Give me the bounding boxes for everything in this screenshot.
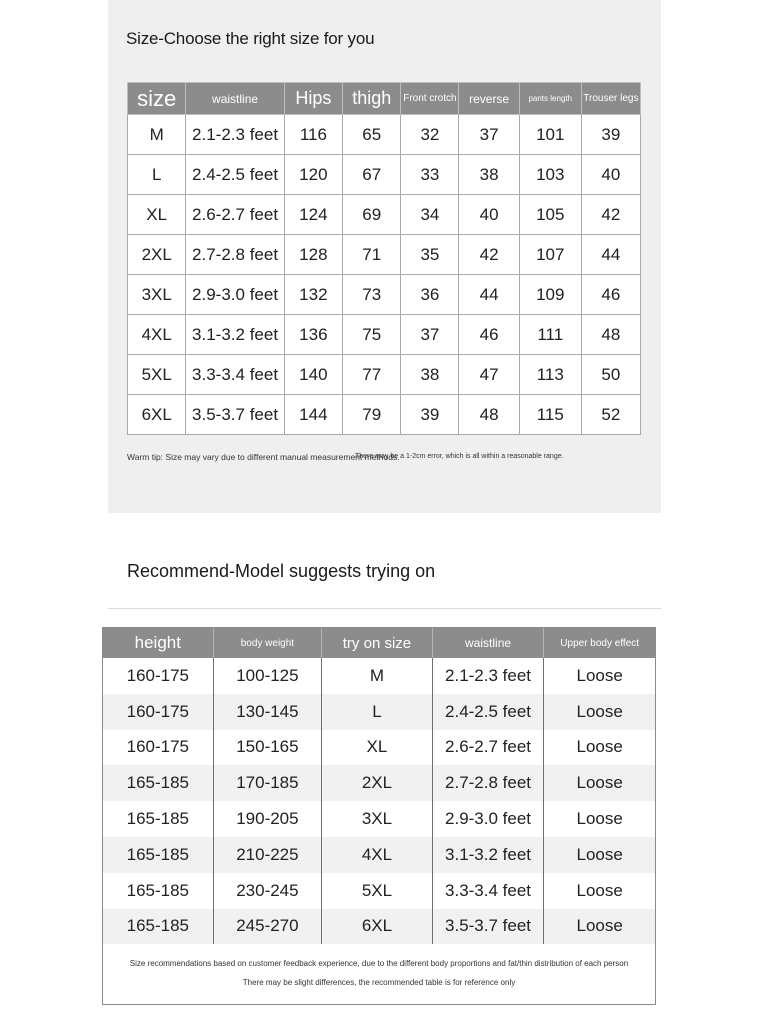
- size-table-cell: 4XL: [128, 315, 186, 355]
- size-table-cell: 71: [343, 235, 401, 275]
- size-table-cell: 115: [519, 395, 581, 435]
- size-table-cell: 47: [459, 355, 519, 395]
- size-table-cell: 2XL: [128, 235, 186, 275]
- size-table-cell: 75: [343, 315, 401, 355]
- header-hips: Hips: [284, 83, 342, 115]
- recommend-table-cell: Loose: [576, 665, 623, 685]
- size-table-cell: 3.5-3.7 feet: [186, 395, 284, 435]
- recommend-table-cell: 3.1-3.2 feet: [432, 837, 544, 873]
- size-table-cell: 5XL: [128, 355, 186, 395]
- size-table-cell: 136: [284, 315, 342, 355]
- size-table-cell: 140: [284, 355, 342, 395]
- size-table-cell: 2.6-2.7 feet: [186, 195, 284, 235]
- size-table-cell: 2.7-2.8 feet: [186, 235, 284, 275]
- size-table-cell: 144: [284, 395, 342, 435]
- size-table-cell: 103: [519, 155, 581, 195]
- recommend-table-cell: Loose: [544, 837, 655, 873]
- size-table-cell: 2.1-2.3 feet: [186, 115, 284, 155]
- recommend-table-cell: 100-125: [213, 658, 322, 694]
- recommend-panel: [102, 627, 656, 1005]
- header-waistline: waistline: [186, 83, 284, 115]
- recommend-table-row: [103, 658, 655, 694]
- recommend-table-cell: 3.5-3.7 feet: [432, 909, 544, 945]
- recommend-title: Recommend-Model suggests trying on: [127, 561, 436, 581]
- recommend-table-cell: 245-270: [213, 909, 322, 945]
- size-table-cell: 35: [401, 235, 459, 275]
- recommend-table-cell: 165-185: [103, 801, 213, 837]
- size-table-cell: 44: [581, 235, 640, 275]
- recommend-table-row: [103, 873, 655, 909]
- recommend-table-cell: 2.9-3.0 feet: [432, 801, 544, 837]
- size-table-row: [128, 155, 641, 195]
- header-body-weight: body weight: [213, 628, 322, 658]
- size-table-cell: 37: [401, 315, 459, 355]
- recommend-table-cell: 2.4-2.5 feet: [432, 694, 544, 730]
- size-table-row: [128, 235, 641, 275]
- recommend-table-row: [103, 765, 655, 801]
- recommend-table-cell: 4XL: [322, 837, 433, 873]
- size-table-header-row: [128, 83, 641, 115]
- recommend-table-cell: 165-185: [103, 765, 213, 801]
- size-table-row: [128, 395, 641, 435]
- size-table-cell: 77: [343, 355, 401, 395]
- recommend-table-cell: 160-175: [103, 658, 213, 694]
- recommend-table-cell: 190-205: [213, 801, 322, 837]
- recommend-table-cell: 2.6-2.7 feet: [432, 730, 544, 766]
- header-size: size: [128, 83, 186, 115]
- recommend-table-cell: 3.3-3.4 feet: [432, 873, 544, 909]
- size-table-cell: 39: [401, 395, 459, 435]
- recommend-table-cell: 160-175: [103, 730, 213, 766]
- size-table-cell: 3XL: [128, 275, 186, 315]
- recommend-table-row: [103, 694, 655, 730]
- recommend-table-row: [103, 837, 655, 873]
- size-table-cell: 46: [459, 315, 519, 355]
- size-table-cell: 113: [519, 355, 581, 395]
- size-table-cell: 48: [459, 395, 519, 435]
- size-chart-title: Size-Choose the right size for you: [126, 29, 375, 48]
- header-reverse: reverse: [459, 83, 519, 115]
- divider: [108, 608, 661, 609]
- recommend-table-cell: Loose: [576, 737, 623, 757]
- recommend-table-cell: 3XL: [322, 801, 433, 837]
- recommend-table-cell: 150-165: [213, 730, 322, 766]
- size-table-cell: 38: [401, 355, 459, 395]
- size-table-cell: 3.3-3.4 feet: [186, 355, 284, 395]
- recommend-table-cell: 170-185: [213, 765, 322, 801]
- recommend-table-cell: Loose: [576, 809, 623, 829]
- size-table-cell: 69: [343, 195, 401, 235]
- header-try-on-size: try on size: [322, 628, 433, 658]
- header-front-crotch: Front crotch: [401, 83, 459, 115]
- size-table-cell: L: [128, 155, 186, 195]
- size-table-cell: 52: [581, 395, 640, 435]
- recommend-table-cell: Loose: [576, 880, 623, 900]
- recommend-disclaimer: There may be slight differences, the recommended table is for reference only: [242, 978, 516, 987]
- size-table-cell: 32: [401, 115, 459, 155]
- recommend-table-cell: Loose: [544, 909, 655, 945]
- recommend-table-cell: 230-245: [213, 873, 322, 909]
- size-table-cell: 128: [284, 235, 342, 275]
- size-table-cell: 105: [519, 195, 581, 235]
- size-table-cell: 50: [581, 355, 640, 395]
- size-table-cell: 116: [284, 115, 342, 155]
- size-table-cell: XL: [128, 195, 186, 235]
- size-table-cell: 6XL: [128, 395, 186, 435]
- size-table-cell: 107: [519, 235, 581, 275]
- size-table-cell: 111: [519, 315, 581, 355]
- size-table-cell: 65: [343, 115, 401, 155]
- warm-tip: Warm tip: Size may vary due to different manual measurement methods.: [127, 452, 400, 462]
- size-table-row: [128, 275, 641, 315]
- recommend-table-cell: Loose: [544, 694, 655, 730]
- recommend-table-cell: 6XL: [322, 909, 433, 945]
- header-thigh: thigh: [343, 83, 401, 115]
- size-table-cell: 39: [581, 115, 640, 155]
- size-table-cell: 132: [284, 275, 342, 315]
- recommend-table-cell: 2.7-2.8 feet: [432, 765, 544, 801]
- header-upper-body-effect: Upper body effect: [544, 628, 655, 658]
- recommend-table-header-row: [103, 628, 655, 658]
- size-table-row: [128, 195, 641, 235]
- size-table-row: [128, 115, 641, 155]
- recommend-table-row: [103, 801, 655, 837]
- header-trouser-legs: Trouser legs: [581, 83, 640, 115]
- recommend-table-cell: XL: [322, 730, 433, 766]
- size-table-cell: 3.1-3.2 feet: [186, 315, 284, 355]
- size-table-cell: 2.4-2.5 feet: [186, 155, 284, 195]
- size-table-row: [128, 355, 641, 395]
- recommend-table-cell: 2.1-2.3 feet: [432, 658, 544, 694]
- size-table-cell: 109: [519, 275, 581, 315]
- size-table-cell: 38: [459, 155, 519, 195]
- size-table-cell: 48: [581, 315, 640, 355]
- recommend-table-cell: L: [322, 694, 433, 730]
- size-table-cell: 46: [581, 275, 640, 315]
- size-table-cell: 34: [401, 195, 459, 235]
- size-chart-table: [127, 82, 641, 435]
- size-table-cell: 2.9-3.0 feet: [186, 275, 284, 315]
- recommend-table-cell: 165-185: [103, 837, 213, 873]
- size-table-cell: 42: [459, 235, 519, 275]
- size-table-cell: 40: [459, 195, 519, 235]
- recommend-table-cell: M: [322, 658, 433, 694]
- warm-tip-error-note: There may be a 1-2cm error, which is all within a reasonable range.: [355, 453, 564, 460]
- header-pants-length: pants length: [519, 83, 581, 115]
- size-table-cell: 33: [401, 155, 459, 195]
- recommend-table-cell: 165-185: [103, 909, 213, 945]
- recommend-table-cell: 5XL: [322, 873, 433, 909]
- size-table-row: [128, 315, 641, 355]
- size-table-cell: 73: [343, 275, 401, 315]
- recommend-table-row: [103, 909, 655, 945]
- size-table-cell: 36: [401, 275, 459, 315]
- recommend-table-cell: 160-175: [103, 694, 213, 730]
- size-table-cell: 79: [343, 395, 401, 435]
- size-table-cell: 40: [581, 155, 640, 195]
- size-table-cell: 42: [581, 195, 640, 235]
- size-table-cell: 37: [459, 115, 519, 155]
- size-table-cell: 67: [343, 155, 401, 195]
- recommend-table-cell: 210-225: [213, 837, 322, 873]
- header-height: height: [103, 628, 213, 658]
- recommend-table-cell: 2XL: [322, 765, 433, 801]
- size-table-cell: 120: [284, 155, 342, 195]
- recommend-table: [103, 628, 655, 944]
- size-table-cell: 124: [284, 195, 342, 235]
- size-table-cell: 101: [519, 115, 581, 155]
- recommend-table-cell: 165-185: [103, 873, 213, 909]
- recommend-table-row: [103, 730, 655, 766]
- recommend-table-cell: 130-145: [213, 694, 322, 730]
- size-table-cell: 44: [459, 275, 519, 315]
- header-waistline: waistline: [432, 628, 544, 658]
- size-table-cell: M: [128, 115, 186, 155]
- recommend-table-cell: Loose: [544, 765, 655, 801]
- recommend-note: Size recommendations based on customer feedback experience, due to the different body proportions and fat/thin distribution of each person: [129, 959, 629, 968]
